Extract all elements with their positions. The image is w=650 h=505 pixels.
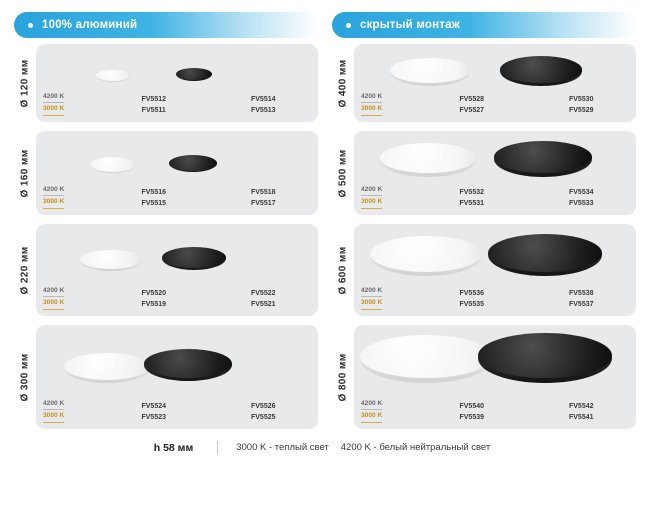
black-codes: FV5514 FV5513 — [250, 96, 276, 114]
card-codes — [354, 286, 636, 310]
product-row — [14, 44, 318, 122]
columns — [0, 44, 650, 429]
neutral-light-label: 4200 K - белый нейтральный свет — [340, 442, 491, 453]
card-codes — [354, 399, 636, 423]
product-row — [14, 131, 318, 215]
product-card[interactable] — [354, 224, 636, 316]
white-codes: FV5540 FV5539 — [459, 403, 485, 421]
white-codes: FV5516 FV5515 — [141, 189, 167, 207]
row-size-label: Ø 400 мм — [337, 58, 349, 108]
warm-light-label: 3000 K - теплый свет — [236, 442, 329, 453]
color-temp-legend: 4200 K 3000 K — [361, 399, 417, 423]
card-codes — [36, 185, 318, 209]
divider — [217, 441, 218, 454]
row-size-label: Ø 120 мм — [19, 58, 31, 108]
color-temp-legend: 4200 K 3000 K — [361, 286, 417, 310]
color-temp-legend: 4200 K 3000 K — [43, 185, 99, 209]
black-codes: FV5526 FV5525 — [250, 403, 276, 421]
card-codes — [36, 399, 318, 423]
left-column — [14, 44, 318, 429]
badge-hidden-mount — [332, 12, 636, 38]
product-card[interactable] — [36, 224, 318, 316]
product-card[interactable] — [36, 44, 318, 122]
product-row — [332, 224, 636, 316]
color-temp-legend: 4200 K 3000 K — [43, 399, 99, 423]
card-codes — [354, 92, 636, 116]
product-card[interactable] — [36, 325, 318, 429]
black-codes: FV5534 FV5533 — [568, 189, 594, 207]
badge-aluminium — [14, 12, 318, 38]
row-size-label: Ø 160 мм — [19, 148, 31, 198]
product-row — [332, 44, 636, 122]
product-row — [14, 325, 318, 429]
white-codes: FV5536 FV5535 — [459, 290, 485, 308]
row-size-label: Ø 500 мм — [337, 148, 349, 198]
white-codes: FV5524 FV5523 — [141, 403, 167, 421]
row-size-label: Ø 220 мм — [19, 245, 31, 295]
card-codes — [36, 92, 318, 116]
product-row — [332, 131, 636, 215]
row-size-label: Ø 600 мм — [337, 245, 349, 295]
white-codes: FV5528 FV5527 — [459, 96, 485, 114]
right-column — [332, 44, 636, 429]
black-codes: FV5530 FV5529 — [568, 96, 594, 114]
product-card[interactable] — [354, 44, 636, 122]
row-size-label: Ø 300 мм — [19, 352, 31, 402]
product-row — [14, 224, 318, 316]
bullet-dot-icon — [346, 23, 351, 28]
black-codes: FV5538 FV5537 — [568, 290, 594, 308]
badge-aluminium-label: 100% алюминий — [42, 19, 138, 31]
black-codes: FV5522 FV5521 — [250, 290, 276, 308]
white-codes: FV5532 FV5531 — [459, 189, 485, 207]
product-row — [332, 325, 636, 429]
badge-row — [0, 0, 650, 44]
badge-hidden-mount-label: скрытый монтаж — [360, 19, 461, 31]
bullet-dot-icon — [28, 23, 33, 28]
product-card[interactable] — [36, 131, 318, 215]
black-codes: FV5542 FV5541 — [568, 403, 594, 421]
footer-legend — [0, 441, 650, 454]
color-temp-legend: 4200 K 3000 K — [43, 92, 99, 116]
card-codes — [36, 286, 318, 310]
black-codes: FV5518 FV5517 — [250, 189, 276, 207]
color-temp-legend: 4200 K 3000 K — [361, 185, 417, 209]
color-temp-legend: 4200 K 3000 K — [361, 92, 417, 116]
product-card[interactable] — [354, 325, 636, 429]
card-codes — [354, 185, 636, 209]
color-temp-legend: 4200 K 3000 K — [43, 286, 99, 310]
row-size-label: Ø 800 мм — [337, 352, 349, 402]
white-codes: FV5520 FV5519 — [141, 290, 167, 308]
height-label: h 58 мм — [153, 441, 194, 454]
product-card[interactable] — [354, 131, 636, 215]
white-codes: FV5512 FV5511 — [141, 96, 167, 114]
